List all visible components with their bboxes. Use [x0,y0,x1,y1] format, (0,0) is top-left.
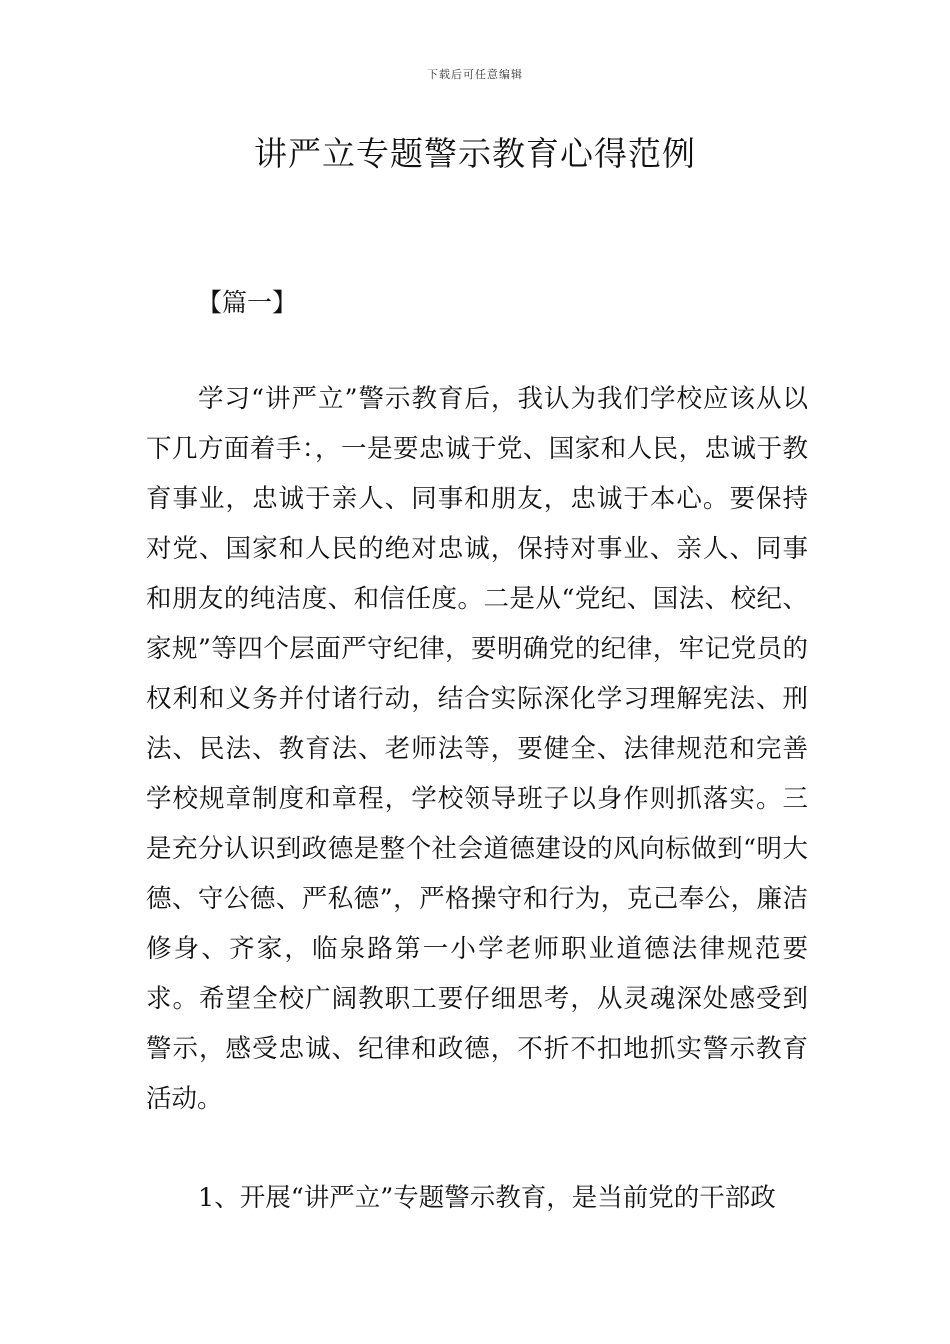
header-note: 下载后可任意编辑 [427,68,523,81]
body-paragraph: 学习“讲严立”警示教育后，我认为我们学校应该从以下几方面着手：，一是要忠诚于党、国家和人民，忠诚于教育事业，忠诚于亲人、同事和朋友，忠诚于本心。要保持对党、国家和人民的绝对忠诚，保持对事业、亲人、同事和朋友的纯洁度、和信任度。二是从“党纪、国法、校纪、家规”等四个层面严守纪律，要明确党的纪律，牢记党员的权利和义务并付诸行动，结合实际深化学习理解宪法、刑法、民法、教育法、老师法等，要健全、法律规范和完善学校规章制度和章程，学校领导班子以身作则抓落实。三是充分认识到政德是整个社会道德建设的风向标做到“明大德、守公德、严私德”，严格操守和行为，克己奉公，廉洁修身、齐家，临泉路第一小学老师职业道德法律规范要求。希望全校广阔教职工要仔细思考，从灵魂深处感受到警示，感受忠诚、纪律和政德，不折不扣地抓实警示教育活动。 [146,384,808,1114]
document-title: 讲严立专题警示教育心得范例 [254,134,696,173]
section-heading: 【篇一】 [197,288,298,317]
body-paragraph: 1、开展“讲严立”专题警示教育，是当前党的干部政 [198,1183,776,1213]
